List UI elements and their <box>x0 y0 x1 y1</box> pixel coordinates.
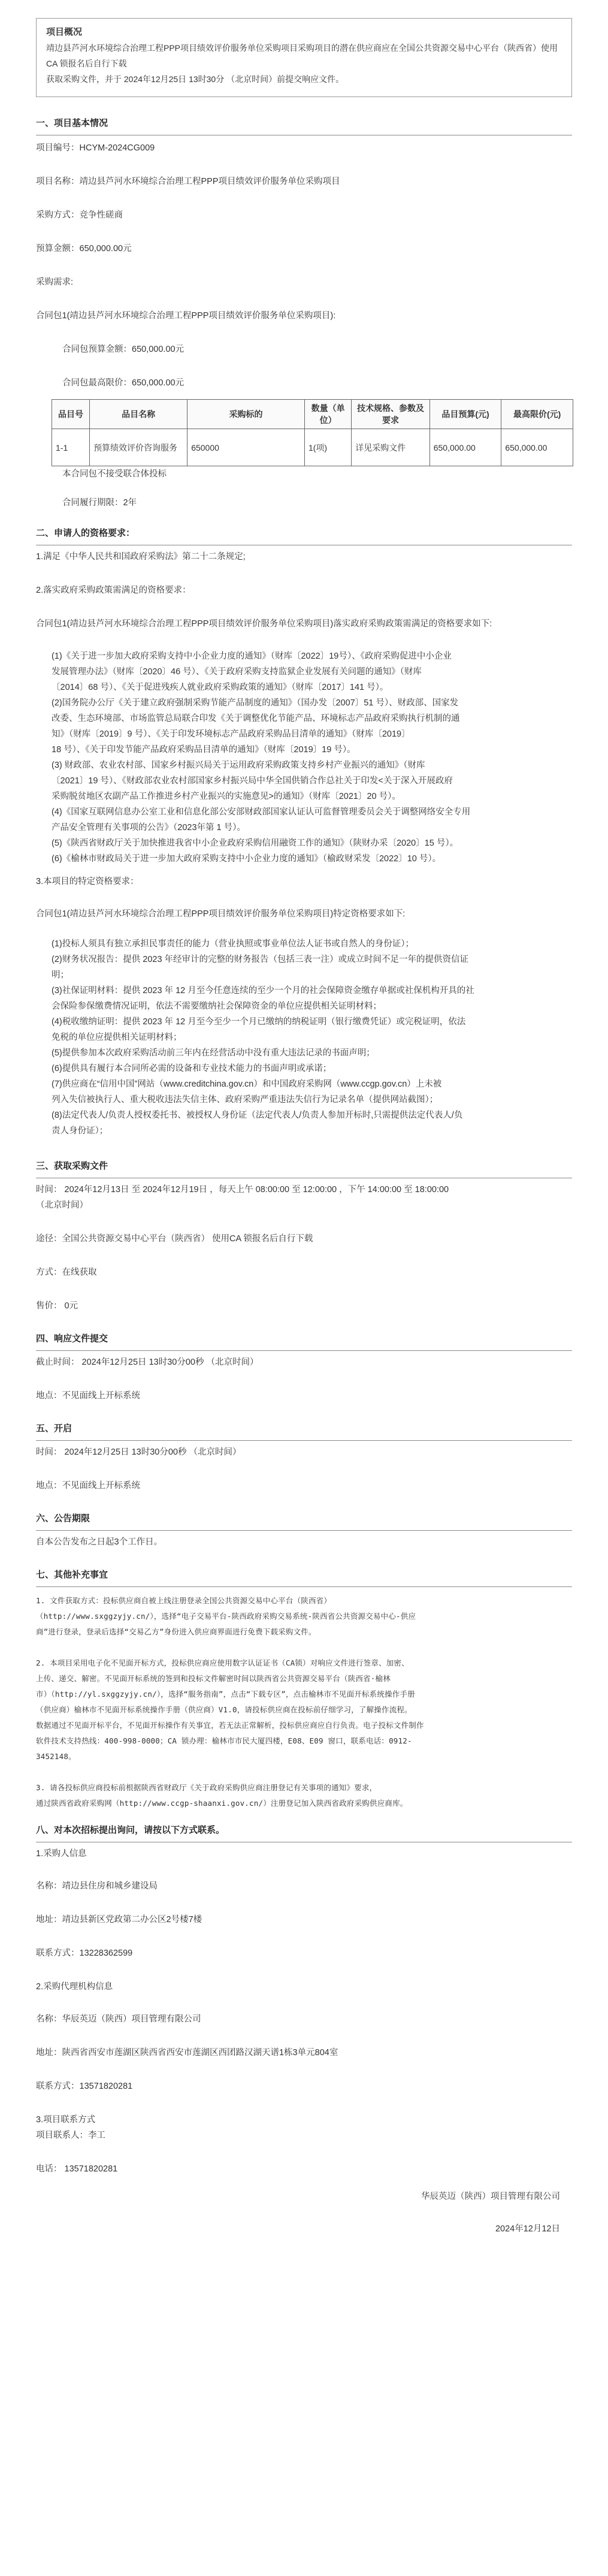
requirement-line: 明； <box>52 970 69 980</box>
section-7-title: 七、其他补充事宜 <box>36 1570 108 1580</box>
qualification-3: 3.本项目的特定资格要求： <box>36 877 139 886</box>
agency-info-title: 2.采购代理机构信息 <box>36 1982 113 1992</box>
agency-name: 名称：华辰英迈（陕西）项目管理有限公司 <box>36 2014 201 2024</box>
project-contact-phone: 电话： 13571820281 <box>36 2164 118 2174</box>
footer-company: 华辰英迈（陕西）项目管理有限公司 <box>421 2192 560 2201</box>
project-name: 项目名称：靖边县芦河水环境综合治理工程PPP项目绩效评价服务单位采购项目 <box>36 177 340 186</box>
requirement-line: (1)投标人须具有独立承担民事责任的能力（营业执照或事业单位法人证书或自然人的身份证）； <box>52 939 414 949</box>
policy-line: (1)《关于进一步加大政府采购支持中小企业力度的通知》（财库〔2022〕19号）、《政府采购促进中小企业 <box>52 651 452 661</box>
table-cell: 650,000.00 <box>429 429 501 466</box>
requirement-line: (8)法定代表人/负责人授权委托书、被授权人身份证（法定代表人/负责人参加开标时,只需提供法定代表人/负 <box>52 1111 463 1120</box>
policy-line: 改委、生态环境部、市场监管总局联合印发《关于调整优化节能产品、环境标志产品政府采购执行机制的通 <box>52 714 460 723</box>
policy-line: 采购脱贫地区农副产品工作推进乡村产业振兴的实施意见>的通知》（财库〔2021〕20 号）。 <box>52 792 401 801</box>
policy-line: (6)《榆林市财政局关于进一步加大政府采购支持中小企业力度的通知》（榆政财采发〔2022〕10 号）。 <box>52 854 441 864</box>
table-header: 最高限价(元) <box>501 400 573 429</box>
requirement-line: (3)社保证明材料：提供 2023 年 12 月至今任意连续的至少一个月的社会保障资金缴存单据或社保机构开具的社 <box>52 986 474 996</box>
table-header: 技术规格、参数及要求 <box>352 400 430 429</box>
footer-date: 2024年12月12日 <box>495 2224 560 2234</box>
purchaser-address: 地址：靖边县新区党政第二办公区2号楼7楼 <box>36 1915 202 1925</box>
table-header: 数量（单位） <box>304 400 351 429</box>
section-1-title: 一、项目基本情况 <box>36 118 108 128</box>
supplement-line: 通过陕西省政府采购网（http://www.ccgp-shaanxi.gov.cn/）注册登记加入陕西省政府采购供应商库。 <box>36 1799 408 1808</box>
supplement-line: 市）（http://yl.sxggzyjy.cn/），选择“服务指南”，点击“下载专区”，点击榆林市不见面开标系统操作手册 <box>36 1690 415 1699</box>
project-overview-box <box>36 18 572 97</box>
policy-line: 产品安全管理有关事项的公告》（2023年第 1 号）。 <box>52 823 246 832</box>
qualification-1: 1.满足《中华人民共和国政府采购法》第二十二条规定; <box>36 552 246 562</box>
table-header: 采购标的 <box>187 400 305 429</box>
submission-deadline: 截止时间： 2024年12月25日 13时30分00秒 （北京时间） <box>36 1358 259 1367</box>
procurement-demand: 采购需求: <box>36 277 74 287</box>
project-contact-person: 项目联系人：李工 <box>36 2131 105 2140</box>
contract-period: 合同履行期限：2年 <box>62 498 137 508</box>
acquisition-time: 时间： 2024年12月13日 至 2024年12月19日 ，每天上午 08:00:00 至 12:00:00 ，下午 14:00:00 至 18:00:00 <box>36 1185 449 1195</box>
agency-address: 地址：陕西省西安市莲湖区陕西省西安市莲湖区西团路汉湖天谱1栋3单元804室 <box>36 2048 338 2058</box>
specific-package-line: 合同包1(靖边县芦河水环境综合治理工程PPP项目绩效评价服务单位采购项目)特定资格要求如下: <box>36 909 406 919</box>
purchaser-name: 名称：靖边县住房和城乡建设局 <box>36 1881 158 1891</box>
requirement-line: (2)财务状况报告：提供 2023 年经审计的完整的财务报告（包括三表一注）或成立时间不足一年的提供资信证 <box>52 955 469 964</box>
supplement-line: 3. 请各投标供应商投标前根据陕西省财政厅《关于政府采购供应商注册登记有关事项的通知》要求， <box>36 1783 377 1792</box>
requirement-line: (4)税收缴纳证明：提供 2023 年 12 月至今至少一个月已缴纳的纳税证明（银行缴费凭证）或完税证明，依法 <box>52 1017 466 1027</box>
opening-place: 地点：不见面线上开标系统 <box>36 1481 140 1491</box>
policy-line: 知》（财库〔2019〕9 号）、《关于印发环境标志产品政府采购品目清单的通知》（财库〔2019〕 <box>52 729 410 739</box>
policy-line: 〔2021〕19 号）、《财政部农业农村部国家乡村振兴局中华全国供销合作总社关于印发<关于深入开展政府 <box>52 776 453 786</box>
table-cell: 650000 <box>187 429 305 466</box>
supplement-line: 2. 本项目采用电子化不见面开标方式，投标供应商应使用数字认证证书（CA锁）对响应文件进行签章、加密、 <box>36 1658 409 1667</box>
supplement-item-1 <box>36 1593 572 1640</box>
table-cell: 预算绩效评价咨询服务 <box>90 429 187 466</box>
package-table <box>52 399 573 466</box>
policy-line: 〔2014〕68 号）、《关于促进残疾人就业政府采购政策的通知》（财库〔2017〕141 号）。 <box>52 683 389 692</box>
supplement-line: （http://www.sxggzyjy.cn/），选择“电子交易平台-陕西政府采购交易系统-陕西省公共资源交易中心-供应 <box>36 1612 416 1621</box>
section-4-title: 四、响应文件提交 <box>36 1334 108 1344</box>
project-contact-title: 3.项目联系方式 <box>36 2115 96 2125</box>
table-header-row <box>52 400 573 429</box>
overview-body: 靖边县芦河水环境综合治理工程PPP项目绩效评价服务单位采购项目采购项目的潜在供应商应在全国公共资源交易中心平台（陕西省）使用CA 锁报名后自行下载 <box>46 43 558 68</box>
supplement-line: 软件技术支持热线：400-998-0000；CA 锁办理：榆林市市民大厦四楼，E08、E09 窗口，联系电话：0912- <box>36 1736 412 1745</box>
section-5-title: 五、开启 <box>36 1423 72 1434</box>
overview-title: 项目概况 <box>46 27 83 37</box>
table-cell: 详见采购文件 <box>352 429 430 466</box>
requirement-line: 责人身份证）； <box>52 1126 108 1136</box>
procurement-method: 采购方式：竞争性磋商 <box>36 210 123 220</box>
section-3-title: 三、获取采购文件 <box>36 1161 108 1171</box>
budget-amount: 预算金额：650,000.00元 <box>36 244 132 254</box>
requirement-line: (5)提供参加本次政府采购活动前三年内在经营活动中没有重大违法记录的书面声明； <box>52 1048 375 1058</box>
policy-line: (4)《国家互联网信息办公室工业和信息化部公安部财政部国家认证认可监督管理委员会关于调整网络安全专用 <box>52 807 471 817</box>
supplement-line: 上传、递交、解密。不见面开标系统的签到和投标文件解密时间以陕西省公共资源交易平台（陕西省·榆林 <box>36 1674 391 1683</box>
policy-package-line: 合同包1(靖边县芦河水环境综合治理工程PPP项目绩效评价服务单位采购项目)落实政府采购政策需满足的资格要求如下: <box>36 619 492 629</box>
policy-line: 发展管理办法》（财库〔2020〕46 号）、《关于政府采购支持监狱企业发展有关问题的通知》（财库 <box>52 667 422 677</box>
policy-line: (5)《陕西省财政厅关于加快推进我省中小企业政府采购信用融资工作的通知》（陕财办采〔2020〕15 号）。 <box>52 838 459 848</box>
table-cell: 650,000.00 <box>501 429 573 466</box>
policy-line: 18 号）、《关于印发节能产品政府采购品目清单的通知》（财库〔2019〕19 号）。 <box>52 745 356 755</box>
purchaser-info-title: 1.采购人信息 <box>36 1849 87 1859</box>
supplement-line: （供应商）榆林市不见面开标系统操作手册（供应商）V1.0，请投标供应商在投标前仔细学习，了解操作流程。 <box>36 1705 412 1714</box>
document-price: 售价： 0元 <box>36 1301 78 1311</box>
acquisition-time-zone: （北京时间） <box>36 1200 88 1210</box>
acquisition-route: 途径：全国公共资源交易中心平台（陕西省） 使用CA 锁报名后自行下载 <box>36 1234 313 1244</box>
requirement-line: (6)提供具有履行本合同所必需的设备和专业技术能力的书面声明或承诺； <box>52 1064 332 1073</box>
package-budget: 合同包预算金额：650,000.00元 <box>62 345 184 354</box>
supplement-line: 1. 文件获取方式：投标供应商自被上线注册登录全国公共资源交易中心平台（陕西省） <box>36 1596 332 1605</box>
consortium-note: 本合同包不接受联合体投标 <box>62 469 167 479</box>
supplement-line: 商”进行登录，登录后选择“交易乙方”身份进入供应商界面进行免费下载采购文件。 <box>36 1627 316 1636</box>
opening-time: 时间： 2024年12月25日 13时30分00秒 （北京时间） <box>36 1447 241 1457</box>
table-header: 品目预算(元) <box>429 400 501 429</box>
policy-list <box>36 648 572 867</box>
acquisition-mode: 方式：在线获取 <box>36 1268 97 1277</box>
supplement-line: 3452148。 <box>36 1752 76 1761</box>
requirement-line: (7)供应商在“信用中国”网站（www.creditchina.gov.cn）和中国政府采购网（www.ccgp.gov.cn）上未被 <box>52 1079 442 1089</box>
table-cell: 1-1 <box>52 429 90 466</box>
section-6-title: 六、公告期限 <box>36 1513 90 1524</box>
policy-line: (2)国务院办公厅《关于建立政府强制采购节能产品制度的通知》（国办发〔2007〕51 号）、财政部、国家发 <box>52 698 459 708</box>
table-row <box>52 429 573 466</box>
package-max-price: 合同包最高限价：650,000.00元 <box>62 378 184 388</box>
requirement-line: 会保险参保缴费情况证明，依法不需要缴纳社会保障资金的单位应提供相关证明材料； <box>52 1002 382 1011</box>
requirement-line: 免税的单位应提供相关证明材料； <box>52 1033 182 1042</box>
project-number: 项目编号：HCYM-2024CG009 <box>36 143 155 153</box>
supplement-line: 数据通过不见面开标平台，不见面开标操作有关事宜，若无法正常解析，投标供应商应自行负责。电子投标文件制作 <box>36 1721 424 1730</box>
section-2-title: 二、申请人的资格要求： <box>36 528 135 538</box>
agency-phone: 联系方式：13571820281 <box>36 2082 133 2091</box>
contract-package-line: 合同包1(靖边县芦河水环境综合治理工程PPP项目绩效评价服务单位采购项目): <box>36 311 336 321</box>
overview-deadline: 获取采购文件，并于 2024年12月25日 13时30分 （北京时间）前提交响应文件。 <box>46 74 344 84</box>
submission-place: 地点：不见面线上开标系统 <box>36 1391 140 1401</box>
table-header: 品目名称 <box>90 400 187 429</box>
specific-requirements-list <box>36 936 572 1139</box>
table-header: 品目号 <box>52 400 90 429</box>
announcement-period: 自本公告发布之日起3个工作日。 <box>36 1537 163 1547</box>
purchaser-phone: 联系方式：13228362599 <box>36 1948 133 1958</box>
supplement-item-3 <box>36 1780 572 1811</box>
section-8-title: 八、对本次招标提出询问，请按以下方式联系。 <box>36 1825 225 1835</box>
policy-line: (3) 财政部、农业农村部、国家乡村振兴局关于运用政府采购政策支持乡村产业振兴的通知》（财库 <box>52 761 425 770</box>
table-cell: 1(项) <box>304 429 351 466</box>
supplement-item-2 <box>36 1655 572 1764</box>
requirement-line: 列入失信被执行人、重大税收违法失信主体、政府采购严重违法失信行为记录名单（提供网站截图）； <box>52 1095 438 1105</box>
qualification-2: 2.落实政府采购政策需满足的资格要求： <box>36 586 191 595</box>
